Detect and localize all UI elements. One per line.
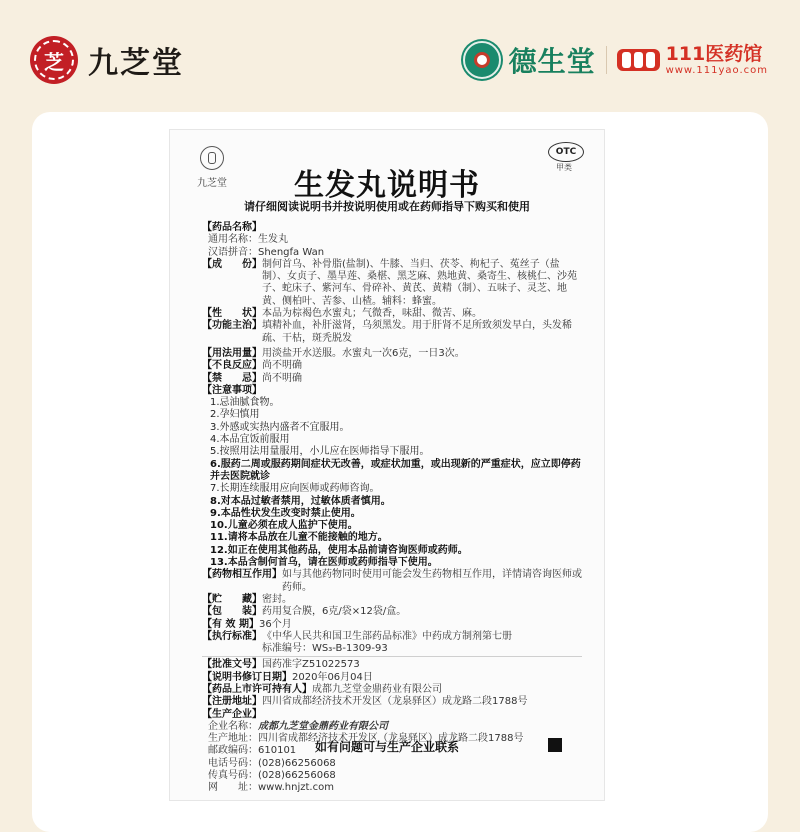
expiry-value: 36个月 (258, 618, 292, 630)
contra-value: 尚不明确 (262, 372, 302, 384)
contra-row (202, 373, 582, 385)
note-item: 12.如正在使用其他药品，使用本品前请咨询医师或药师。 (210, 544, 468, 556)
instruction-leaflet (170, 130, 604, 800)
interaction-label: 【药物相互作用】 (202, 569, 282, 581)
fax-label: 传真号码： (208, 770, 258, 782)
maker-label: 【生产企业】 (202, 708, 262, 720)
otc-badge: OTC (548, 142, 584, 162)
package-value: 药用复合膜，6克/袋×12袋/盒。 (262, 606, 407, 618)
drug-name-header-row (202, 222, 582, 234)
revision-label: 【说明书修订日期】 (202, 671, 292, 683)
note-item: 10.儿童必须在成人监护下使用。 (210, 520, 358, 532)
website-value: www.hnjzt.com (258, 782, 334, 794)
pinyin-row (202, 247, 582, 259)
revision-row (202, 672, 582, 684)
website-row (202, 782, 582, 794)
note-item: 7.长期连续服用应向医师或药师咨询。 (210, 483, 380, 495)
revision-value: 2020年06月04日 (292, 671, 373, 683)
note-item: 3.外感或实热内盛者不宜服用。 (210, 421, 350, 433)
notes-label: 【注意事项】 (202, 384, 262, 396)
fax-value: (028)66256068 (258, 770, 336, 782)
leaflet-title: 生发丸说明书 (294, 168, 480, 203)
jiuzhitang-seal-logo (30, 36, 78, 84)
jiuzhitang-brand (30, 36, 184, 84)
ingredients-label: 【成 份】 (202, 258, 262, 270)
reg-address-label: 【注册地址】 (202, 696, 262, 708)
maker-address-value: 四川省成都经济技术开发区（龙泉驿区）成龙路二段1788号 (258, 733, 524, 745)
partner-brands (463, 40, 768, 80)
standard-row (202, 631, 582, 643)
indication-label: 【功能主治】 (202, 320, 262, 332)
usage-label: 【用法用量】 (202, 347, 262, 359)
y111-url: www.111yao.com (665, 64, 768, 76)
seal-text: 芝 (44, 49, 64, 74)
indication-row (202, 320, 582, 345)
note-item: 4.本品宜饭前服用 (210, 434, 290, 446)
leaflet-logo-text: 九芝堂 (197, 178, 227, 189)
note-item: 8.对本品过敏者禁用，过敏体质者慎用。 (210, 495, 391, 507)
phone-value: (028)66256068 (258, 757, 336, 769)
brand-divider (606, 46, 607, 74)
deshengtang-logo-icon (463, 41, 501, 79)
maker-name-row (202, 721, 582, 733)
expiry-row (202, 619, 582, 631)
generic-value: 生发丸 (258, 234, 288, 246)
maker-name-value: 成都九芝堂金鼎药业有限公司 (258, 720, 388, 732)
top-banner (0, 0, 800, 112)
mah-label: 【药品上市许可持有人】 (202, 683, 312, 695)
adverse-row (202, 360, 582, 372)
phone-label: 电话号码： (208, 757, 258, 769)
contra-label: 【禁 忌】 (202, 372, 262, 384)
pinyin-label: 汉语拼音： (208, 246, 258, 258)
appearance-row (202, 308, 582, 320)
indication-value: 填精补血，补肝滋肾，乌须黑发。用于肝肾不足所致须发早白，头发稀疏、干枯，斑秃脱发 (262, 320, 572, 344)
expiry-label: 【有 效 期】 (202, 618, 259, 630)
note-item: 2.孕妇慎用 (210, 409, 260, 421)
leaflet-footer: 如有问题可与生产企业联系 (314, 740, 459, 754)
storage-row (202, 594, 582, 606)
leaflet-body (202, 222, 582, 795)
appearance-value: 本品为棕褐色水蜜丸；气微香，味甜、微苦、麻。 (262, 308, 482, 320)
adverse-label: 【不良反应】 (202, 360, 262, 372)
divider (202, 656, 582, 657)
website-label: 网 址： (208, 782, 258, 794)
note-item: 9.本品性状发生改变时禁止使用。 (210, 507, 361, 519)
standard-value: 《中华人民共和国卫生部药品标准》中药成方制剂第七册 (262, 630, 512, 642)
y111-logo-icon (617, 49, 660, 71)
reg-address-value: 四川省成都经济技术开发区（龙泉驿区）成龙路二段1788号 (262, 696, 528, 708)
pinyin-value: Shengfa Wan (258, 246, 325, 258)
note-item: 6.服药二周或服药期间症状无改善，或症状加重，或出现新的严重症状，应立即停药并去医院就诊 (210, 458, 581, 482)
note-item: 5.按照用法用量服用，小儿应在医师指导下服用。 (210, 446, 430, 458)
otc-class: 甲类 (556, 163, 572, 172)
maker-header-row (202, 709, 582, 721)
note-item: 13.本品含制何首乌，请在医师或药师指导下使用。 (210, 557, 438, 569)
zip-value: 610101 (258, 745, 297, 757)
appearance-label: 【性 状】 (202, 308, 262, 320)
approval-row (202, 659, 582, 671)
fax-row (202, 770, 582, 782)
y111-name: 111医药馆 (665, 42, 763, 65)
standard-label: 【执行标准】 (202, 630, 262, 642)
notes-header-row (202, 385, 582, 397)
phone-row (202, 758, 582, 770)
zip-label: 邮政编码： (208, 745, 258, 757)
adverse-value: 尚不明确 (262, 360, 302, 372)
storage-label: 【贮 藏】 (202, 593, 262, 605)
interaction-value: 如与其他药物同时使用可能会发生药物相互作用，详情请咨询医师或药师。 (282, 569, 582, 593)
leaflet-subtitle: 请仔细阅读说明书并按说明使用或在药师指导下购买和使用 (244, 200, 530, 213)
maker-address-label: 生产地址： (208, 733, 258, 745)
reg-address-row (202, 696, 582, 708)
usage-value: 用淡盐开水送服。水蜜丸一次6克，一日3次。 (262, 347, 465, 359)
ingredients-row (202, 259, 582, 308)
approval-value: 国药准字Z51022573 (262, 659, 360, 671)
note-item: 11.请将本品放在儿童不能接触的地方。 (210, 532, 388, 544)
note-item: 1.忌油腻食物。 (210, 397, 280, 409)
mah-row (202, 684, 582, 696)
drug-name-header: 【药品名称】 (202, 222, 262, 233)
y111-brand (617, 42, 768, 76)
jiuzhitang-name: 九芝堂 (88, 46, 184, 81)
package-row (202, 606, 582, 618)
deshengtang-name: 德生堂 (508, 45, 596, 78)
black-square-mark (548, 738, 562, 752)
storage-value: 密封。 (262, 593, 292, 605)
maker-name-label: 企业名称： (208, 720, 258, 732)
package-label: 【包 装】 (202, 606, 262, 618)
approval-label: 【批准文号】 (202, 659, 262, 671)
interaction-row (202, 569, 582, 594)
ingredients-value: 制何首乌、补骨脂(盐制)、牛膝、当归、茯苓、枸杞子、菟丝子（盐制）、女贞子、墨旱莲、桑椹、黑芝麻、熟地黄、桑寄生、核桃仁、沙苑子、蛇床子、紫河车、骨碎补、黄芪、黄精（制）、五味子、灵芝、地黄、侧柏叶、苦参、山楂。辅料：蜂蜜。 (262, 258, 577, 307)
generic-name-row (202, 234, 582, 246)
mah-value: 成都九芝堂金鼎药业有限公司 (312, 683, 442, 695)
usage-row (202, 348, 582, 360)
standard-code: 标准编号：WS₃-B-1309-93 (262, 643, 388, 655)
generic-label: 通用名称： (208, 234, 258, 246)
standard-code-row (202, 643, 582, 655)
